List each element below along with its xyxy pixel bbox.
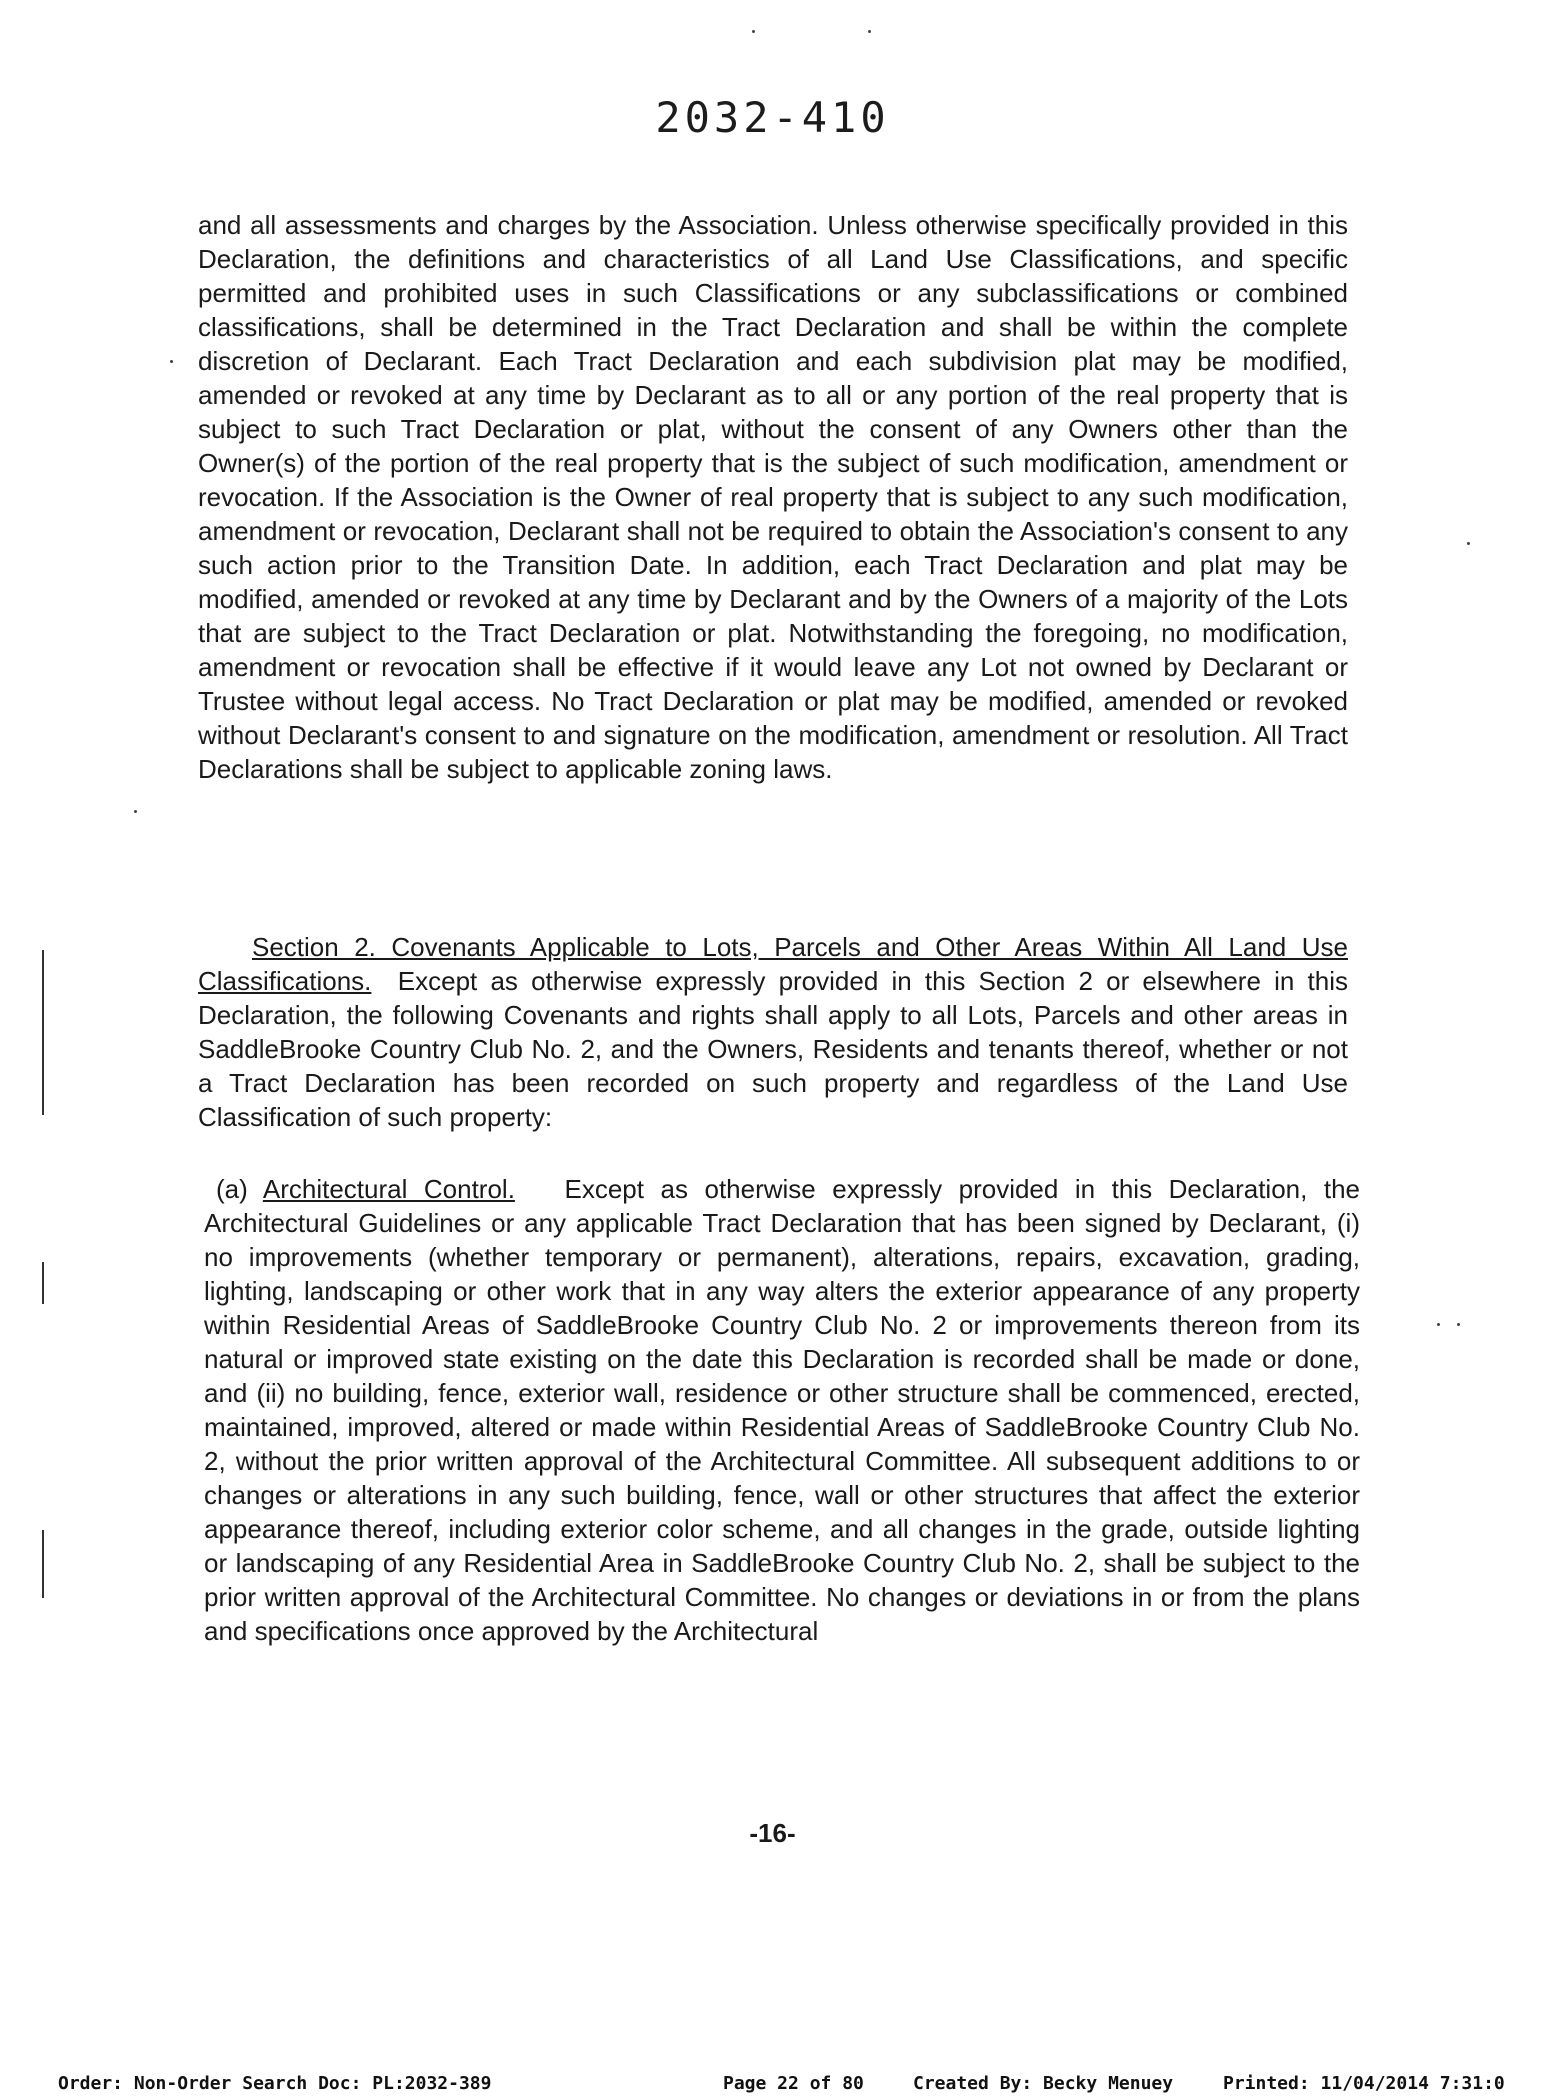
subsection-a-label: (a) bbox=[216, 1174, 248, 1204]
scan-margin-mark bbox=[42, 1262, 44, 1304]
subsection-a-text: Except as otherwise expressly provided in this Declaration, the Architectural Guidelines or any applicable Tract Declaration that has been signed by Declarant, (i) no improvements (whether temporary or permanent), alterations, repairs, excavation, grading, lighting, landscaping or other work that in any way alters the exterior appearance of any property within Residential Areas of SaddleBrooke Country Club No. 2 or improvements thereon from its natural or improved state existing on the date this Declaration is recorded shall be made or done, and (ii) no building, fence, exterior wall, residence or other structure shall be commenced, erected, maintained, improved, altered or made within Residential Areas of SaddleBrooke Country Club No. 2, without the prior written approval of the Architectural Committee. All subsequent additions to or changes or alterations in any such building, fence, wall or other structures that affect the exterior appearance thereof, including exterior color scheme, and all changes in the grade, outside lighting or landscaping of any Residential Area in SaddleBrooke Country Club No. 2, shall be subject to the prior written approval of the Architectural Committee. No changes or deviations in or from the plans and specifications once approved by the Architectural bbox=[204, 1174, 1360, 1646]
subsection-a-heading: Architectural Control. bbox=[262, 1174, 515, 1204]
scan-speck bbox=[134, 810, 137, 813]
scan-speck bbox=[1457, 1323, 1460, 1326]
scan-speck bbox=[1437, 1323, 1440, 1326]
paragraph-declaration-modification: and all assessments and charges by the Association. Unless otherwise specifically provided in this Declaration, the definitions and characteristics of all Land Use Classifications, and specific permitted and prohibited uses in such Classifications or any subclassifications or combined classifications, shall be determined in the Tract Declaration and shall be within the complete discretion of Declarant. Each Tract Declaration and each subdivision plat may be modified, amended or revoked at any time by Declarant as to all or any portion of the real property that is subject to such Tract Declaration or plat, without the consent of any Owners other than the Owner(s) of the portion of the real property that is the subject of such modification, amendment or revocation. If the Association is the Owner of real property that is subject to any such modification, amendment or revocation, Declarant shall not be required to obtain the Association's consent to any such action prior to the Transition Date. In addition, each Tract Declaration and plat may be modified, amended or revoked at any time by Declarant and by the Owners of a majority of the Lots that are subject to the Tract Declaration or plat. Notwithstanding the foregoing, no modification, amendment or revocation shall be effective if it would leave any Lot not owned by Declarant or Trustee without legal access. No Tract Declaration or plat may be modified, amended or revoked without Declarant's consent to and signature on the modification, amendment or resolution. All Tract Declarations shall be subject to applicable zoning laws. bbox=[198, 210, 1348, 784]
scan-speck bbox=[1467, 542, 1470, 545]
scan-speck bbox=[752, 30, 755, 33]
subsection-a-paragraph bbox=[204, 1172, 1360, 1648]
section-2-heading: Section 2. Covenants Applicable to Lots, Parcels and Other Areas Within All Land Use Classifications. bbox=[198, 932, 1348, 996]
scan-speck bbox=[868, 30, 871, 33]
document-number: 2032-410 bbox=[655, 93, 890, 142]
footer-created-by: Created By: Becky Menuey bbox=[913, 2073, 1174, 2094]
section-2-paragraph bbox=[198, 930, 1348, 1134]
section-2-text: Except as otherwise expressly provided in this Section 2 or elsewhere in this Declaration, the following Covenants and rights shall apply to all Lots, Parcels and other areas in SaddleBrooke Country Club No. 2, and the Owners, Residents and tenants thereof, whether or not a Tract Declaration has been recorded on such property and regardless of the Land Use Classification of such property: bbox=[198, 966, 1348, 1132]
page-number: -16- bbox=[749, 1818, 796, 1848]
scan-margin-mark bbox=[42, 1530, 44, 1598]
footer-page-count: Page 22 of 80 bbox=[723, 2073, 864, 2094]
scan-margin-mark bbox=[42, 950, 44, 1115]
scan-speck bbox=[170, 360, 173, 363]
footer-printed: Printed: 11/04/2014 7:31:0 bbox=[1223, 2073, 1505, 2094]
footer-order: Order: Non-Order Search Doc: PL:2032-389 bbox=[58, 2073, 492, 2094]
